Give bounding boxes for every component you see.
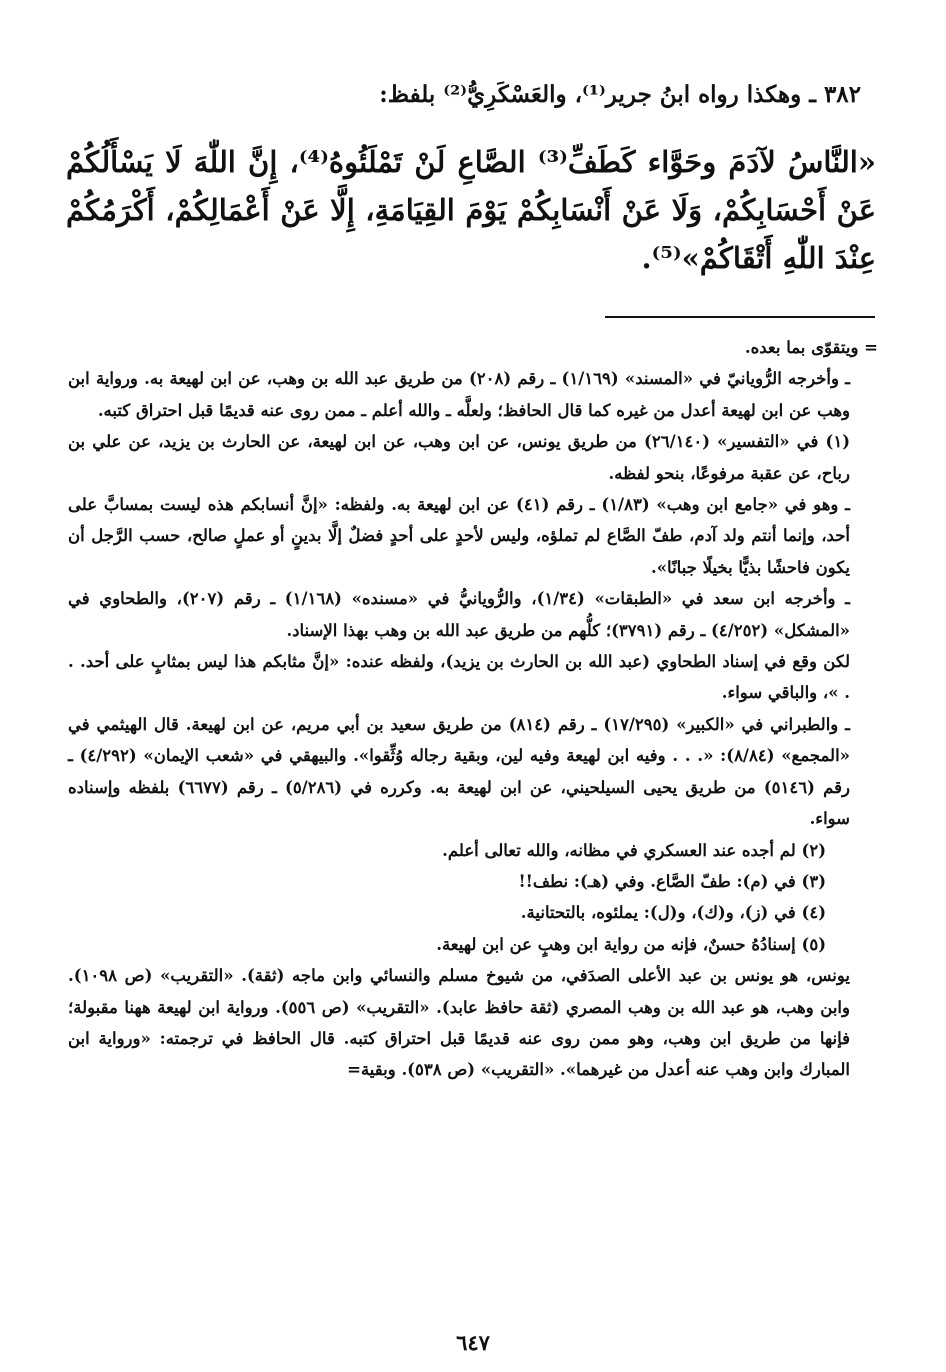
footnote-5: (٥) إسنادُهُ حسنٌ، فإنه من رواية ابن وهبٍ عن ابن لهيعة.	[436, 934, 826, 954]
entry-heading: ٣٨٢ ـ وهكذا رواه ابنُ جرير⁽¹⁾، والعَسْكَرِيُّ⁽²⁾ بلفظ:	[379, 81, 861, 108]
footnote-4: (٤) في (ز)، و(ك)، و(ل): يملئوه، بالتحتانية.	[520, 903, 826, 923]
footnote-1: (١) في «التفسير» (٢٦/١٤٠) من طريق يونس، عن ابن وهب، عن ابن لهيعة، عن الحارث بن يزيد، عن علي بن رباح، عن عقبة مرفوعًا، بنحو لفظه.	[68, 432, 850, 483]
footnote-paragraph: ـ والطبراني في «الكبير» (١٧/٢٩٥) ـ رقم (٨١٤) من طريق سعيد بن أبي مريم، عن ابن لهيعة. قال الهيثمي في «المجمع» (٨/٨٤): «. . . وفيه ابن لهيعة وفيه لين، وبقية رجاله وُثِّقوا». والبيهقي في «شعب الإيمان» (٤/٢٩٢) ـ رقم (٥١٤٦) من طريق يحيى السيلحيني، عن ابن لهيعة به. وكرره في (٥/٢٨٦) ـ رقم (٦٦٧٧) بلفظه وإسناده سواء.	[68, 714, 851, 829]
footnote-continuation: = ويتقوّى بما بعده.	[744, 338, 878, 357]
footnotes	[68, 332, 878, 1086]
footnote-paragraph: يونس، هو يونس بن عبد الأعلى الصدَفي، من شيوخ مسلم والنسائي وابن ماجه (ثقة). «التقريب» (ص ١٠٩٨). وابن وهب، هو عبد الله بن وهب المصري (ثقة حافظ عابد). «التقريب» (ص ٥٥٦). ورواية ابن لهيعة ههنا مقبولة؛ فإنها من طريق ابن وهب، وهو ممن روى عنه قديمًا قبل احتراق كتبه. قال الحافظ في ترجمته: «ورواية ابن المبارك وابن وهب عنه أعدل من غيرهما». «التقريب» (ص ٥٣٨). وبقية=	[68, 966, 850, 1080]
footnote-paragraph: ـ وأخرجه الرُّويانيّ في «المسند» (١/١٦٩) ـ رقم (٢٠٨) من طريق عبد الله بن وهب، عن ابن لهيعة به. ورواية ابن وهب عن ابن لهيعة أعدل من غيره كما قال الحافظ؛ ولعلَّه ـ والله أعلم ـ ممن روى عنه قديمًا قبل احتراق كتبه.	[68, 369, 850, 420]
footnote-2: (٢) لم أجده عند العسكري في مظانه، والله تعالى أعلم.	[442, 840, 826, 860]
footnote-paragraph: ـ وهو في «جامع ابن وهب» (١/٨٣) ـ رقم (٤١) عن ابن لهيعة به. ولفظه: «إنَّ أنسابكم هذه ليست بمسابَّ على أحد، وإنما أنتم ولد آدم، طفّ الصَّاع لم تملؤه، وليس لأحدٍ على أحدٍ فضلٌ إلَّا بدينٍ أو عملٍ صالح، حسب الرَّجل أن يكون فاحشًا بذيًّا بخيلًا جبانًا».	[68, 495, 850, 577]
page-number: ٦٤٧	[456, 1330, 490, 1355]
footnote-separator	[605, 316, 875, 318]
footnote-3: (٣) في (م): طفّ الصَّاع. وفي (هـ): نطف!!	[518, 871, 826, 891]
hadith-text: «النَّاسُ لآدَمَ وحَوَّاء كَطَفِّ⁽³⁾ الصَّاعِ لَنْ تَمْلَئُوهُ⁽⁴⁾، إِنَّ اللّٰهَ لَا يَسْأَلُكُمْ عَنْ أَحْسَابِكُمْ، وَلَا عَنْ أَنْسَابِكُمْ يَوْمَ القِيَامَةِ، إِلَّا عَنْ أَعْمَالِكُمْ، أَكْرَمُكُمْ عِنْدَ اللّٰهِ أَتْقَاكُمْ»⁽⁵⁾.	[66, 145, 876, 275]
footnote-paragraph: ـ وأخرجه ابن سعد في «الطبقات» (١/٣٤)، والرُّويانيُّ في «مسنده» (١/١٦٨) ـ رقم (٢٠٧)، والطحاوي في «المشكل» (٤/٢٥٢) ـ رقم (٣٧٩١)؛ كلُّهم من طريق عبد الله بن وهب بهذا الإسناد.	[68, 589, 850, 640]
footnote-paragraph: لكن وقع في إسناد الطحاوي (عبد الله بن الحارث بن يزيد)، ولفظه عنده: «إنَّ مثابكم هذا ليس بمثابٍ على أحد. . . »، والباقي سواء.	[68, 652, 850, 703]
